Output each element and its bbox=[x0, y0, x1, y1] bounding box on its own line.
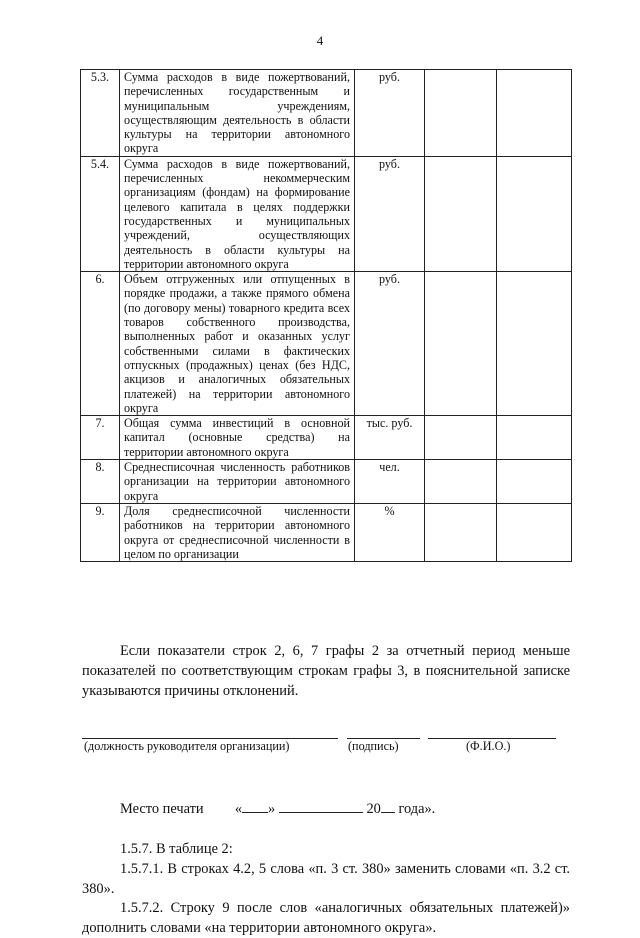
name-label: (Ф.И.О.) bbox=[466, 739, 511, 753]
quote-close: » bbox=[268, 801, 276, 817]
value-cell-reporting bbox=[425, 460, 497, 504]
day-blank bbox=[242, 798, 268, 813]
row-unit: руб. bbox=[355, 70, 425, 157]
year-suffix: года». bbox=[398, 801, 436, 817]
month-blank bbox=[279, 798, 363, 813]
row-description: Сумма расходов в виде пожертвований, перечисленных государственным и муниципальным учреждениям, осуществляющим деятельность в области культуры на территории автономного округа bbox=[120, 70, 355, 157]
table-row bbox=[81, 156, 572, 271]
row-description: Доля среднесписочной численности работников на территории автономного округа от среднесписочной численности в целом по организации bbox=[120, 503, 355, 561]
row-unit: чел. bbox=[355, 460, 425, 504]
row-number: 8. bbox=[81, 460, 120, 504]
value-cell-reporting bbox=[425, 156, 497, 271]
row-description: Сумма расходов в виде пожертвований, перечисленных некоммерческим организациям (фондам) на формирование целевого капитала в целях поддержки государственных и муниципальных учреждений, осуществляющих деятельность в области культуры на территории автономного округа bbox=[120, 156, 355, 271]
value-cell-previous bbox=[497, 70, 572, 157]
value-cell-previous bbox=[497, 416, 572, 460]
year-prefix: 20 bbox=[366, 801, 381, 817]
table-row bbox=[81, 70, 572, 157]
year-blank bbox=[381, 798, 395, 813]
row-number: 7. bbox=[81, 416, 120, 460]
indicators-table bbox=[80, 69, 572, 562]
stamp-row bbox=[120, 798, 435, 818]
row-unit: тыс. руб. bbox=[355, 416, 425, 460]
position-label: (должность руководителя организации) bbox=[84, 739, 290, 753]
table-row bbox=[81, 503, 572, 561]
page-number: 4 bbox=[316, 33, 324, 48]
row-description: Общая сумма инвестиций в основной капитал (основные средства) на территории автономного округа bbox=[120, 416, 355, 460]
value-cell-previous bbox=[497, 156, 572, 271]
amendment-item-1: 1.5.7.1. В строках 4.2, 5 слова «п. 3 ст. 380» заменить словами «п. 3.2 ст. 380». bbox=[82, 861, 570, 897]
row-unit: руб. bbox=[355, 272, 425, 416]
stamp-label: Место печати bbox=[120, 801, 204, 817]
amendment-heading: 1.5.7. В таблице 2: bbox=[120, 841, 233, 857]
row-description: Среднесписочная численность работников организации на территории автономного округа bbox=[120, 460, 355, 504]
value-cell-previous bbox=[497, 460, 572, 504]
row-description: Объем отгруженных или отпущенных в порядке продажи, а также прямого обмена (по договору мены) товарного кредита всех товаров собственного производства, выполненных работ и оказанных услуг собственными силами в фактических отпускных (продажных) ценах (без НДС, акцизов и аналогичных обязательных платежей) на территории автономного округа bbox=[120, 272, 355, 416]
quote-open: « bbox=[234, 801, 243, 817]
table-row bbox=[81, 272, 572, 416]
row-number: 5.3. bbox=[81, 70, 120, 157]
row-number: 6. bbox=[81, 272, 120, 416]
value-cell-reporting bbox=[425, 416, 497, 460]
table-row bbox=[81, 416, 572, 460]
row-unit: % bbox=[355, 503, 425, 561]
value-cell-previous bbox=[497, 272, 572, 416]
note-paragraph: Если показатели строк 2, 6, 7 графы 2 за отчетный период меньше показателей по соответствующим строкам графы 3, в пояснительной записке указываются причины отклонений. bbox=[82, 643, 570, 699]
row-number: 5.4. bbox=[81, 156, 120, 271]
table-row bbox=[81, 460, 572, 504]
row-number: 9. bbox=[81, 503, 120, 561]
value-cell-previous bbox=[497, 503, 572, 561]
row-unit: руб. bbox=[355, 156, 425, 271]
amendment-item-2: 1.5.7.2. Строку 9 после слов «аналогичных обязательных платежей)» дополнить словами «на территории автономного округа». bbox=[82, 900, 570, 936]
value-cell-reporting bbox=[425, 70, 497, 157]
value-cell-reporting bbox=[425, 503, 497, 561]
value-cell-reporting bbox=[425, 272, 497, 416]
signature-label: (подпись) bbox=[348, 739, 399, 753]
